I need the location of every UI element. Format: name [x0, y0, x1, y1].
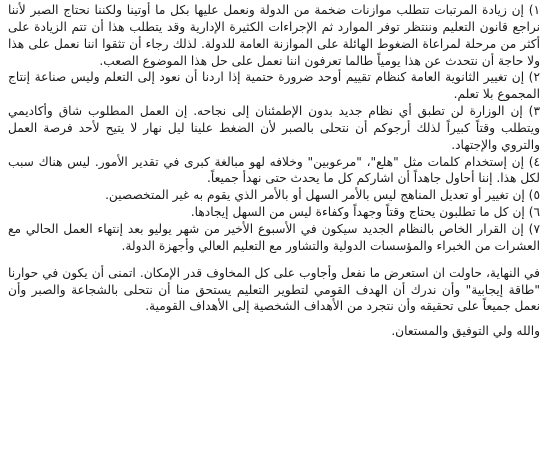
closing-section	[8, 265, 540, 340]
point-3: ٣) إن الوزارة لن تطبق أي نظام جديد بدون الإطمئنان إلى نجاحه. إن العمل المطلوب شاق وأكاديمي ويتطلب وقتاً كبيراً لذلك أرجوكم أن نتحلى بالصبر لأن الضغط علينا ليل نهار لا يتيح لأحد فرصة العمل والتروي والإجتهاد.	[8, 104, 540, 152]
point-2: ٢) إن تغيير الثانوية العامة كنظام تقييم أوحد ضرورة حتمية إذا اردنا أن نعود إلى التعلم وليس صناعة إنتاج المجموع بلا تعلم.	[8, 70, 540, 102]
point-7: ٧) إن القرار الخاص بالنظام الجديد سيكون في الأسبوع الأخير من شهر يوليو بعد إنتهاء العمل الحالي مع العشرات من الخبراء والمؤسسات الدولية والتشاور مع التعليم العالي وأجهزة الدولة.	[8, 221, 540, 253]
numbered-points-list	[8, 2, 540, 255]
point-4: ٤) إن إستخدام كلمات مثل "هلع"، "مرعوبين" وخلافه لهو مبالغة كبرى في تقدير الأمور. ليس هناك سبب لكل هذا. إننا أحاول جاهداً أن اشاركم كل ما يحدث حتى نهدأ جميعاً.	[8, 154, 540, 186]
signoff-line: والله ولي التوفيق والمستعان.	[391, 324, 540, 339]
closing-paragraph: في النهاية، حاولت ان استعرض ما نفعل وأجاوب على كل المخاوف قدر الإمكان. اتمنى أن يكون في حوارنا "طاقة إيجابية" وأن ندرك أن الهدف القومي لتطوير التعليم يستحق منا أن نتحلى بالشجاعة والصبر وأن نعمل جميعاً على تحقيقه وأن نتجرد من الأهداف الشخصية إلى الأهداف القومية.	[8, 265, 540, 314]
point-5: ٥) إن تغيير أو تعديل المناهج ليس بالأمر السهل أو بالأمر الذي يقوم به غير المتخصصين.	[105, 188, 540, 203]
point-6: ٦) إن كل ما تطلبون يحتاج وقتاً وجهداً وكفاءة ليس من السهل إيجادها.	[190, 205, 540, 220]
point-1: ١) إن زيادة المرتبات تتطلب موازنات ضخمة من الدولة ونعمل عليها بكل ما أوتينا ولكننا نحتاج الصبر لأننا نراجع قانون التعليم وننتظر توفر الموارد ثم الإجراءات الكثيرة الإدارية وقد يتطلب هذا أن تتم الزيادة على أكثر من مرحلة لمراعاة الضغوط الهائلة على الموازنة العامة للدولة. لذلك رجاء أن تثقوا اننا نعمل على هذا ولا حاجة أن نتحدث عن هذا يومياً طالما تعرفون اننا نعمل على حل هذا الموضوع الصعب.	[8, 3, 540, 68]
